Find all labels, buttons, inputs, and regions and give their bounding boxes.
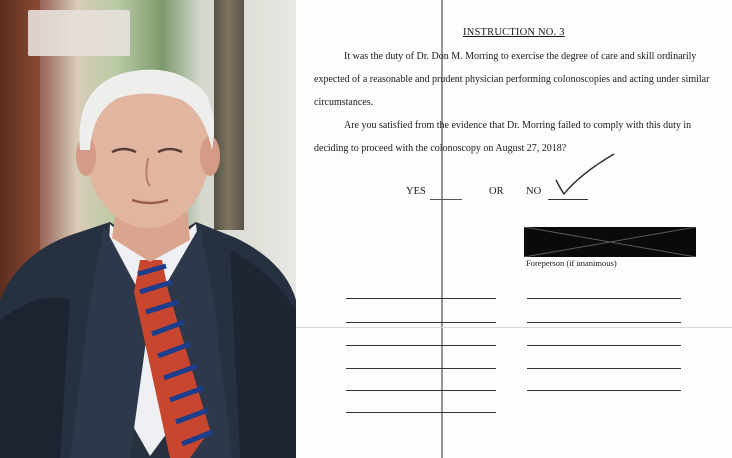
instruction-paragraph-duty: It was the duty of Dr. Don M. Morring to exercise the degree of care and skill ordinarily expected of a reasonable and prudent physician performing colonoscopies and acting under similar circumstances. bbox=[314, 51, 710, 108]
paper-fold-horizontal bbox=[296, 327, 732, 328]
yes-answer-line bbox=[430, 199, 462, 200]
juror-signature-line bbox=[346, 412, 496, 413]
or-label: OR bbox=[489, 186, 504, 197]
portrait-photo bbox=[0, 0, 296, 458]
checkmark-icon bbox=[550, 152, 620, 200]
instruction-title: INSTRUCTION NO. 3 bbox=[463, 27, 565, 38]
juror-signature-line bbox=[346, 298, 496, 299]
no-label: NO bbox=[526, 186, 542, 197]
juror-signature-line bbox=[527, 298, 681, 299]
juror-signature-line bbox=[346, 390, 496, 391]
juror-signature-line bbox=[527, 368, 681, 369]
juror-signature-line bbox=[527, 322, 681, 323]
juror-signature-line bbox=[346, 345, 496, 346]
juror-signature-line bbox=[527, 345, 681, 346]
instruction-question: Are you satisfied from the evidence that Dr. Morring failed to comply with this duty in deciding to proceed with the colonoscopy on August 27, 2018? bbox=[314, 120, 692, 154]
juror-signature-line bbox=[527, 390, 681, 391]
yes-label: YES bbox=[406, 186, 426, 197]
foreperson-label: Foreperson (if unanimous) bbox=[526, 258, 617, 268]
jury-instruction-document bbox=[296, 0, 732, 458]
juror-signature-line bbox=[346, 368, 496, 369]
redacted-signature bbox=[524, 227, 696, 257]
man-figure bbox=[0, 0, 296, 458]
juror-signature-line bbox=[346, 322, 496, 323]
